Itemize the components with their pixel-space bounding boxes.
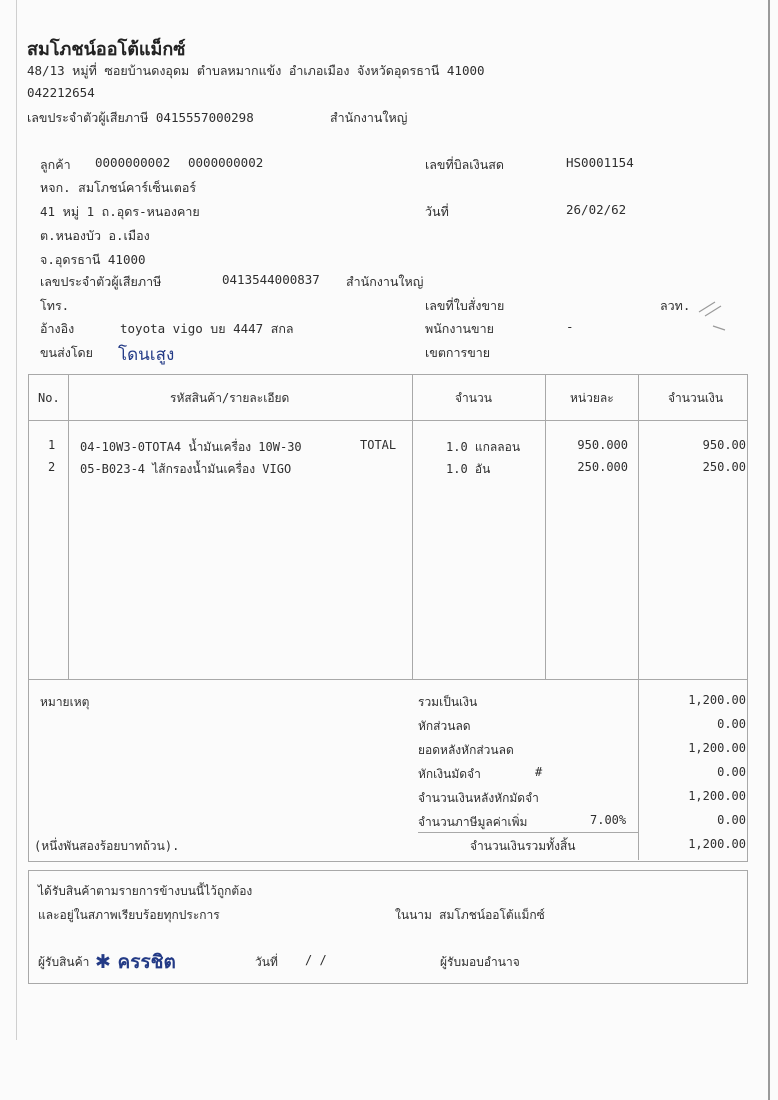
header-quantity: จำนวน <box>455 391 492 405</box>
pen-mark-icon <box>695 296 731 332</box>
invoice-date-label: วันที่ <box>425 204 449 219</box>
col-divider-no <box>68 374 69 679</box>
customer-code-2: 0000000002 <box>188 155 264 170</box>
received-statement-2: และอยู่ในสภาพเรียบร้อยทุกประการ <box>38 908 220 922</box>
received-statement-1: ได้รับสินค้าตามรายการข้างบนนี้ไว้ถูกต้อง <box>38 884 253 898</box>
authorized-label: ผู้รับมอบอำนาจ <box>440 955 520 969</box>
sales-order-extra: ลวท. <box>660 298 691 313</box>
header-unit-price: หน่วยละ <box>570 391 614 405</box>
customer-tax-id: 0413544000837 <box>222 272 320 287</box>
company-tax-id: เลขประจำตัวผู้เสียภาษี 0415557000298 <box>27 110 254 125</box>
grand-total-value: 1,200.00 <box>688 837 746 851</box>
shipping-label: ขนส่งโดย <box>40 345 93 360</box>
col-divider-unit <box>638 374 639 860</box>
company-branch: สำนักงานใหญ่ <box>330 110 408 125</box>
row-extra: TOTAL <box>360 438 397 452</box>
sales-order-label: เลขที่ใบสั่งขาย <box>425 298 505 313</box>
shipping-handwritten: โดนเสูง <box>118 345 175 365</box>
company-address: 48/13 หมู่ที่ ซอยบ้านดงอุดม ตำบลหมากแข้ง อำเภอเมือง จังหวัดอุดรธานี 41000 <box>27 63 485 78</box>
deposit-mark: # <box>535 765 543 779</box>
customer-tax-label: เลขประจำตัวผู้เสียภาษี <box>40 274 162 289</box>
grand-total-label: จำนวนเงินรวมทั้งสิ้น <box>470 839 576 853</box>
reference-value: toyota vigo บย 4447 สกล <box>120 321 294 336</box>
after-deposit-label: จำนวนเงินหลังหักมัดจำ <box>418 791 539 805</box>
row-description: 04-10W3-0TOTA4 น้ำมันเครื่อง 10W-30 <box>80 440 302 454</box>
invoice-number: HS0001154 <box>566 155 634 170</box>
subtotal-value: 1,200.00 <box>688 693 746 707</box>
after-discount-label: ยอดหลังหักส่วนลด <box>418 743 514 757</box>
customer-address-3: จ.อุดรธานี 41000 <box>40 252 146 267</box>
customer-branch: สำนักงานใหญ่ <box>346 274 424 289</box>
col-divider-desc <box>412 374 413 679</box>
row-unit-price: 250.000 <box>577 460 628 474</box>
company-phone: 042212654 <box>27 85 95 100</box>
grand-total-rule <box>418 832 638 833</box>
receipt-date-label: วันที่ <box>255 955 278 969</box>
row-quantity: 1.0 อัน <box>446 462 491 476</box>
invoice-date: 26/02/62 <box>566 202 627 217</box>
after-discount-value: 1,200.00 <box>688 741 746 755</box>
receipt-date-blank: / / <box>305 953 327 967</box>
after-deposit-value: 1,200.00 <box>688 789 746 803</box>
row-no: 1 <box>48 438 56 452</box>
customer-address-2: ต.หนองบัว อ.เมือง <box>40 228 150 243</box>
row-description: 05-B023-4 ไส้กรองน้ำมันเครื่อง VIGO <box>80 462 292 476</box>
salesperson-value: - <box>566 319 574 334</box>
table-body-divider <box>28 679 747 680</box>
deposit-value: 0.00 <box>717 765 746 779</box>
discount-label: หักส่วนลด <box>418 719 471 733</box>
vat-rate: 7.00% <box>590 813 627 827</box>
receiver-signature: ✱ ครรชิต <box>95 951 176 973</box>
discount-value: 0.00 <box>717 717 746 731</box>
vat-value: 0.00 <box>717 813 746 827</box>
customer-code-1: 0000000002 <box>95 155 171 170</box>
reference-label: อ้างอิง <box>40 321 75 336</box>
row-unit-price: 950.000 <box>577 438 628 452</box>
customer-label: ลูกค้า <box>40 157 71 172</box>
invoice-number-label: เลขที่บิลเงินสด <box>425 157 504 172</box>
header-amount: จำนวนเงิน <box>668 391 724 405</box>
receiver-label: ผู้รับสินค้า <box>38 955 90 969</box>
vat-label: จำนวนภาษีมูลค่าเพิ่ม <box>418 815 528 829</box>
table-header-divider <box>28 420 747 421</box>
row-quantity: 1.0 แกลลอน <box>446 440 521 454</box>
header-no: No. <box>38 391 60 405</box>
amount-in-words: (หนึ่งพันสองร้อยบาทถ้วน). <box>34 839 180 853</box>
row-amount: 950.00 <box>702 438 746 452</box>
page-left-edge <box>16 0 17 1040</box>
subtotal-label: รวมเป็นเงิน <box>418 695 478 709</box>
row-amount: 250.00 <box>702 460 746 474</box>
customer-address-1: 41 หมู่ 1 ถ.อุดร-หนองคาย <box>40 204 200 219</box>
header-description: รหัสสินค้า/รายละเอียด <box>170 391 290 405</box>
company-name: สมโภชน์ออโต้แม็กซ์ <box>27 39 186 60</box>
row-no: 2 <box>48 460 56 474</box>
deposit-label: หักเงินมัดจำ <box>418 767 481 781</box>
remark-label: หมายเหตุ <box>40 695 90 709</box>
page-right-edge <box>768 0 770 1100</box>
customer-phone-label: โทร. <box>40 298 70 313</box>
customer-name: หจก. สมโภชน์คาร์เซ็นเตอร์ <box>40 180 197 195</box>
on-behalf-of: ในนาม สมโภชน์ออโต้แม็กซ์ <box>395 908 545 922</box>
sales-area-label: เขตการขาย <box>425 345 491 360</box>
col-divider-qty <box>545 374 546 679</box>
salesperson-label: พนักงานขาย <box>425 321 494 336</box>
